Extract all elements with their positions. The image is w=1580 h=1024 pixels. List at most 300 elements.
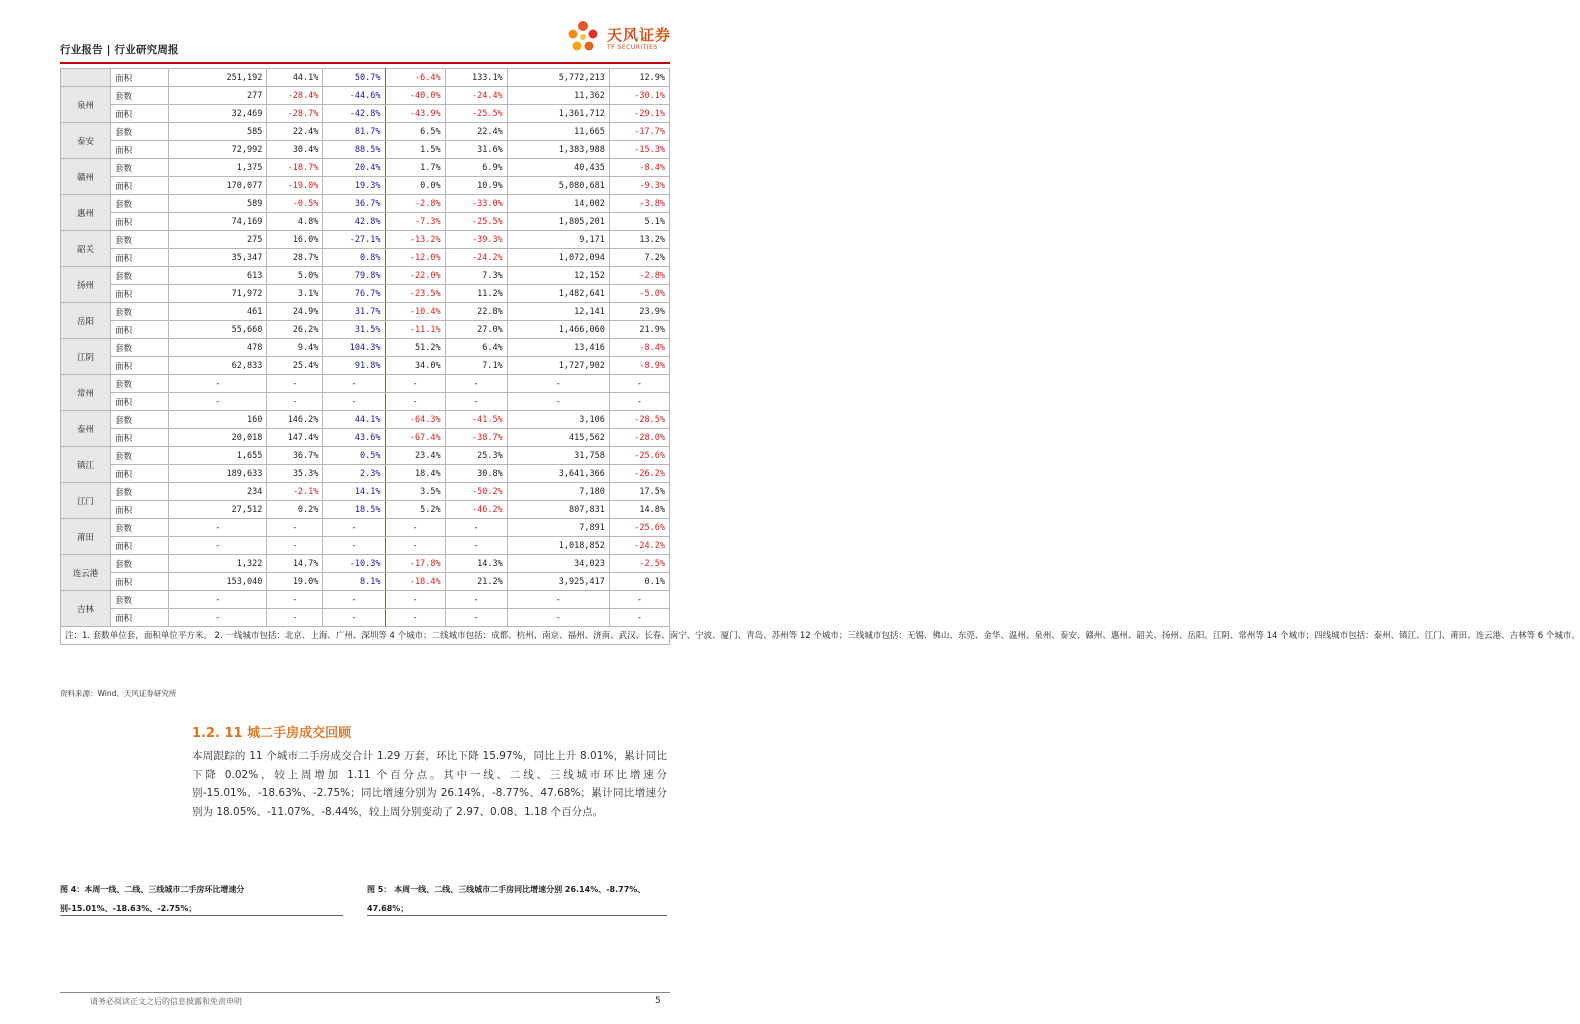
page-number: 5 xyxy=(655,996,661,1006)
logo-flower-icon xyxy=(565,18,601,58)
table-cell: -2.8% xyxy=(609,267,669,285)
table-cell: - xyxy=(323,591,385,609)
table-row xyxy=(61,177,670,195)
table-cell: - xyxy=(609,393,669,411)
metric-label: 面积 xyxy=(111,357,169,375)
table-cell: -0.5% xyxy=(267,195,323,213)
metric-label: 套数 xyxy=(111,303,169,321)
table-cell: 7.3% xyxy=(445,267,507,285)
table-cell: 31.5% xyxy=(323,321,385,339)
table-cell: - xyxy=(609,609,669,627)
table-cell: 1,018,852 xyxy=(507,537,609,555)
table-row xyxy=(61,267,670,285)
table-cell: 4.8% xyxy=(267,213,323,231)
table-cell: 79.8% xyxy=(323,267,385,285)
metric-label: 套数 xyxy=(111,123,169,141)
metric-label: 面积 xyxy=(111,609,169,627)
table-cell: 76.7% xyxy=(323,285,385,303)
table-cell: - xyxy=(169,393,267,411)
table-cell: 36.7% xyxy=(323,195,385,213)
table-row xyxy=(61,465,670,483)
table-cell: -24.2% xyxy=(445,249,507,267)
metric-label: 面积 xyxy=(111,393,169,411)
table-cell: 50.7% xyxy=(323,69,385,87)
table-cell: 0.5% xyxy=(323,447,385,465)
table-cell: 5.0% xyxy=(267,267,323,285)
table-cell: -25.6% xyxy=(609,519,669,537)
table-row xyxy=(61,285,670,303)
metric-label: 套数 xyxy=(111,231,169,249)
table-cell: 34,023 xyxy=(507,555,609,573)
table-cell: 6.5% xyxy=(385,123,445,141)
table-row xyxy=(61,87,670,105)
table-cell: 3,641,366 xyxy=(507,465,609,483)
table-cell: -39.3% xyxy=(445,231,507,249)
table-cell: -64.3% xyxy=(385,411,445,429)
table-cell: 0.1% xyxy=(609,573,669,591)
table-cell: 1.5% xyxy=(385,141,445,159)
table-cell: - xyxy=(445,591,507,609)
table-cell: 11,665 xyxy=(507,123,609,141)
table-cell: -29.1% xyxy=(609,105,669,123)
metric-label: 面积 xyxy=(111,321,169,339)
metric-label: 套数 xyxy=(111,195,169,213)
table-row xyxy=(61,195,670,213)
table-cell: 146.2% xyxy=(267,411,323,429)
table-row xyxy=(61,213,670,231)
table-row xyxy=(61,321,670,339)
brand-logo xyxy=(565,18,675,60)
table-cell: - xyxy=(445,375,507,393)
table-cell: 1,072,094 xyxy=(507,249,609,267)
metric-label: 面积 xyxy=(111,573,169,591)
table-cell: - xyxy=(445,537,507,555)
table-cell: 19.0% xyxy=(267,573,323,591)
city-transactions-table xyxy=(60,68,1580,645)
table-cell: -28.4% xyxy=(267,87,323,105)
table-cell: 153,040 xyxy=(169,573,267,591)
table-cell: -43.9% xyxy=(385,105,445,123)
table-cell: 1,482,641 xyxy=(507,285,609,303)
city-name: 扬州 xyxy=(61,267,111,303)
table-cell: 28.7% xyxy=(267,249,323,267)
metric-label: 套数 xyxy=(111,555,169,573)
table-cell: 16.0% xyxy=(267,231,323,249)
table-cell: 25.4% xyxy=(267,357,323,375)
metric-label: 套数 xyxy=(111,519,169,537)
table-cell: 807,831 xyxy=(507,501,609,519)
table-cell: - xyxy=(385,591,445,609)
metric-label: 面积 xyxy=(111,465,169,483)
table-cell: 6.9% xyxy=(445,159,507,177)
table-cell: 3,106 xyxy=(507,411,609,429)
table-cell: 7,891 xyxy=(507,519,609,537)
table-cell: 1,805,201 xyxy=(507,213,609,231)
table-cell: 32,469 xyxy=(169,105,267,123)
table-cell: 74,169 xyxy=(169,213,267,231)
table-cell: 62,833 xyxy=(169,357,267,375)
table-cell: - xyxy=(385,393,445,411)
table-cell: 170,077 xyxy=(169,177,267,195)
metric-label: 套数 xyxy=(111,159,169,177)
table-cell: 34.0% xyxy=(385,357,445,375)
table-row xyxy=(61,231,670,249)
table-cell: 104.3% xyxy=(323,339,385,357)
city-name: 莆田 xyxy=(61,519,111,555)
table-cell: -5.0% xyxy=(609,285,669,303)
table-cell: - xyxy=(507,393,609,411)
table-row xyxy=(61,249,670,267)
table-cell: 613 xyxy=(169,267,267,285)
table-cell: 31.6% xyxy=(445,141,507,159)
table-cell: -30.1% xyxy=(609,87,669,105)
metric-label: 套数 xyxy=(111,447,169,465)
metric-label: 面积 xyxy=(111,69,169,87)
table-cell: - xyxy=(507,375,609,393)
table-cell: 23.9% xyxy=(609,303,669,321)
table-cell: -24.4% xyxy=(445,87,507,105)
table-cell: 22.8% xyxy=(445,303,507,321)
table-cell: 0.0% xyxy=(385,177,445,195)
table-cell: -18.7% xyxy=(267,159,323,177)
table-cell: - xyxy=(267,393,323,411)
table-cell: 19.3% xyxy=(323,177,385,195)
table-row xyxy=(61,357,670,375)
table-cell: - xyxy=(609,375,669,393)
table-cell: 7.2% xyxy=(609,249,669,267)
header-title: 行业报告 | 行业研究周报 xyxy=(60,44,179,56)
table-cell: -25.6% xyxy=(609,447,669,465)
table-cell: 2.3% xyxy=(323,465,385,483)
table-cell: 21.9% xyxy=(609,321,669,339)
table-cell: - xyxy=(385,519,445,537)
table-cell: 36.7% xyxy=(267,447,323,465)
table-cell: -2.8% xyxy=(385,195,445,213)
metric-label: 面积 xyxy=(111,429,169,447)
table-cell: 40,435 xyxy=(507,159,609,177)
metric-label: 套数 xyxy=(111,591,169,609)
table-cell: 147.4% xyxy=(267,429,323,447)
table-cell: 133.1% xyxy=(445,69,507,87)
table-cell: 21.2% xyxy=(445,573,507,591)
metric-label: 面积 xyxy=(111,141,169,159)
table-cell: - xyxy=(323,609,385,627)
metric-label: 面积 xyxy=(111,501,169,519)
metric-label: 套数 xyxy=(111,267,169,285)
table-cell: -2.5% xyxy=(609,555,669,573)
city-name: 泰安 xyxy=(61,123,111,159)
city-name: 连云港 xyxy=(61,555,111,591)
table-cell: - xyxy=(169,375,267,393)
city-name: 镇江 xyxy=(61,447,111,483)
table-cell: 18.4% xyxy=(385,465,445,483)
table-cell: 415,562 xyxy=(507,429,609,447)
table-cell: -28.5% xyxy=(609,411,669,429)
table-cell: 478 xyxy=(169,339,267,357)
table-cell: 42.8% xyxy=(323,213,385,231)
table-cell: 31,758 xyxy=(507,447,609,465)
table-cell: 22.4% xyxy=(445,123,507,141)
table-cell: 13,416 xyxy=(507,339,609,357)
table-cell: -24.2% xyxy=(609,537,669,555)
city-name: 泰州 xyxy=(61,411,111,447)
table-cell: -17.8% xyxy=(385,555,445,573)
table-cell: 43.6% xyxy=(323,429,385,447)
table-cell: 12,141 xyxy=(507,303,609,321)
table-cell: - xyxy=(323,519,385,537)
city-name: 韶关 xyxy=(61,231,111,267)
table-cell: 160 xyxy=(169,411,267,429)
table-cell: - xyxy=(323,375,385,393)
table-cell: -33.0% xyxy=(445,195,507,213)
table-cell: - xyxy=(323,393,385,411)
city-name: 江门 xyxy=(61,483,111,519)
city-name: 泉州 xyxy=(61,87,111,123)
table-cell: 0.2% xyxy=(267,501,323,519)
table-row xyxy=(61,519,670,537)
footer-disclaimer: 请务必阅读正文之后的信息披露和免责申明 xyxy=(90,997,242,1006)
table-cell: 24.9% xyxy=(267,303,323,321)
table-cell: - xyxy=(507,591,609,609)
table-cell: 14,002 xyxy=(507,195,609,213)
table-cell: -67.4% xyxy=(385,429,445,447)
table-cell: 31.7% xyxy=(323,303,385,321)
table-cell: -26.2% xyxy=(609,465,669,483)
table-note-row xyxy=(61,627,670,645)
metric-label: 面积 xyxy=(111,105,169,123)
table-cell: 17.5% xyxy=(609,483,669,501)
table-row xyxy=(61,303,670,321)
table-cell: - xyxy=(267,591,323,609)
table-cell: 7.1% xyxy=(445,357,507,375)
table-cell: 275 xyxy=(169,231,267,249)
table-cell: 461 xyxy=(169,303,267,321)
table-cell: -27.1% xyxy=(323,231,385,249)
table-cell: -18.4% xyxy=(385,573,445,591)
metric-label: 套数 xyxy=(111,375,169,393)
footer-divider xyxy=(60,992,670,993)
table-row xyxy=(61,375,670,393)
city-name: 岳阳 xyxy=(61,303,111,339)
table-cell: 30.4% xyxy=(267,141,323,159)
table-footnote: 注：1. 套数单位套，面积单位平方米。 2. 一线城市包括：北京、上海、广州、深圳等 4 个城市；二线城市包括：成都、杭州、南京、福州、济南、武汉、长春、南宁、宁波、厦门、青岛、苏州等 12 个城市；三线城市包括：无锡、佛山、东莞、金华、温州、泉州、泰安、赣州、惠州、韶关、扬州、岳阳、江阴、常州等 14 个城市；四线城市包括：泰州、镇江、江门、莆田、连云港、吉林等 6 个城市。 xyxy=(61,627,670,645)
table-cell: 9,171 xyxy=(507,231,609,249)
table-cell: -11.1% xyxy=(385,321,445,339)
table-cell: 5,772,213 xyxy=(507,69,609,87)
table-cell: -8.4% xyxy=(609,159,669,177)
table-cell: -3.8% xyxy=(609,195,669,213)
city-name: 赣州 xyxy=(61,159,111,195)
table-cell: 14.1% xyxy=(323,483,385,501)
city-name: 吉林 xyxy=(61,591,111,627)
table-cell: 12,152 xyxy=(507,267,609,285)
table-cell: -38.7% xyxy=(445,429,507,447)
table-cell: - xyxy=(169,537,267,555)
metric-label: 面积 xyxy=(111,177,169,195)
table-cell: 23.4% xyxy=(385,447,445,465)
table-cell: -40.0% xyxy=(385,87,445,105)
table-cell: 14.3% xyxy=(445,555,507,573)
table-cell: - xyxy=(267,375,323,393)
table-cell: -19.0% xyxy=(267,177,323,195)
table-cell: 14.8% xyxy=(609,501,669,519)
table-cell: - xyxy=(267,519,323,537)
metric-label: 套数 xyxy=(111,87,169,105)
table-cell: 35.3% xyxy=(267,465,323,483)
table-cell: -25.5% xyxy=(445,105,507,123)
figure-4-divider xyxy=(60,915,343,916)
table-cell: -41.5% xyxy=(445,411,507,429)
table-cell: -2.1% xyxy=(267,483,323,501)
table-cell: - xyxy=(445,519,507,537)
table-cell: 44.1% xyxy=(323,411,385,429)
city-label-cell xyxy=(61,69,111,87)
table-row xyxy=(61,411,670,429)
table-cell: 27.0% xyxy=(445,321,507,339)
header-divider xyxy=(60,62,670,64)
table-cell: -9.3% xyxy=(609,177,669,195)
table-cell: 589 xyxy=(169,195,267,213)
table-cell: 7,180 xyxy=(507,483,609,501)
table-cell: 10.9% xyxy=(445,177,507,195)
table-cell: -12.0% xyxy=(385,249,445,267)
table-row xyxy=(61,105,670,123)
table-cell: -8.4% xyxy=(609,339,669,357)
table-cell: 3,925,417 xyxy=(507,573,609,591)
table-cell: 55,660 xyxy=(169,321,267,339)
table-cell: - xyxy=(609,591,669,609)
table-cell: -25.5% xyxy=(445,213,507,231)
metric-label: 套数 xyxy=(111,411,169,429)
table-row xyxy=(61,429,670,447)
figure-5-divider xyxy=(367,915,667,916)
table-row xyxy=(61,393,670,411)
table-row xyxy=(61,555,670,573)
table-cell: 1,383,988 xyxy=(507,141,609,159)
table-cell: -15.3% xyxy=(609,141,669,159)
table-cell: -13.2% xyxy=(385,231,445,249)
table-row xyxy=(61,69,670,87)
table-cell: 18.5% xyxy=(323,501,385,519)
table-cell: -28.0% xyxy=(609,429,669,447)
table-cell: -8.9% xyxy=(609,357,669,375)
metric-label: 面积 xyxy=(111,249,169,267)
table-cell: - xyxy=(267,609,323,627)
table-cell: - xyxy=(445,609,507,627)
metric-label: 套数 xyxy=(111,483,169,501)
table-cell: 51.2% xyxy=(385,339,445,357)
table-cell: -7.3% xyxy=(385,213,445,231)
table-cell: 14.7% xyxy=(267,555,323,573)
table-cell: 13.2% xyxy=(609,231,669,249)
table-cell: 234 xyxy=(169,483,267,501)
table-cell: 9.4% xyxy=(267,339,323,357)
metric-label: 面积 xyxy=(111,285,169,303)
section-paragraph: 本周跟踪的 11 个城市二手房成交合计 1.29 万套，环比下降 15.97%，同比上升 8.01%，累计同比下降 0.02%，较上周增加 1.11 个百分点。其中一线、二线、三线城市环比增速分别-15.01%、-18.63%、-2.75%；同比增速分别为 26.14%、-8.77%、47.68%；累计同比增速分别为 18.05%、-11.07%、-8.44%，较上周分别变动了 2.97、0.08、1.18 个百分点。 xyxy=(192,750,667,818)
table-cell: - xyxy=(323,537,385,555)
table-cell: -50.2% xyxy=(445,483,507,501)
logo-name-cn: 天风证券 xyxy=(607,26,672,44)
table-cell: 1,466,060 xyxy=(507,321,609,339)
table-cell: 72,992 xyxy=(169,141,267,159)
logo-name-en: TF SECURITIES xyxy=(607,44,658,51)
table-cell: 20,018 xyxy=(169,429,267,447)
table-row xyxy=(61,591,670,609)
table-cell: 1.7% xyxy=(385,159,445,177)
table-cell: 277 xyxy=(169,87,267,105)
table-cell: 91.8% xyxy=(323,357,385,375)
table-cell: 5.2% xyxy=(385,501,445,519)
table-cell: - xyxy=(385,375,445,393)
table-cell: -17.7% xyxy=(609,123,669,141)
table-cell: 81.7% xyxy=(323,123,385,141)
table-cell: -6.4% xyxy=(385,69,445,87)
table-cell: 0.8% xyxy=(323,249,385,267)
table-cell: 1,655 xyxy=(169,447,267,465)
table-cell: 26.2% xyxy=(267,321,323,339)
table-cell: - xyxy=(169,609,267,627)
table-cell: - xyxy=(385,609,445,627)
table-cell: 8.1% xyxy=(323,573,385,591)
table-cell: - xyxy=(169,591,267,609)
table-cell: 30.8% xyxy=(445,465,507,483)
table-cell: 35,347 xyxy=(169,249,267,267)
table-cell: - xyxy=(385,537,445,555)
metric-label: 面积 xyxy=(111,537,169,555)
table-row xyxy=(61,573,670,591)
table-cell: -42.8% xyxy=(323,105,385,123)
table-row xyxy=(61,447,670,465)
city-name: 常州 xyxy=(61,375,111,411)
figure-5-caption: 图 5： 本周一线、二线、三线城市二手房同比增速分别 26.14%、-8.77%、47.68%； xyxy=(367,885,646,913)
table-row xyxy=(61,141,670,159)
table-cell: -10.3% xyxy=(323,555,385,573)
table-row xyxy=(61,537,670,555)
table-cell: 88.5% xyxy=(323,141,385,159)
table-cell: 251,192 xyxy=(169,69,267,87)
table-cell: - xyxy=(507,609,609,627)
table-cell: 25.3% xyxy=(445,447,507,465)
table-cell: -28.7% xyxy=(267,105,323,123)
table-cell: 3.5% xyxy=(385,483,445,501)
table-cell: 27,512 xyxy=(169,501,267,519)
table-cell: -23.5% xyxy=(385,285,445,303)
table-cell: 22.4% xyxy=(267,123,323,141)
section-title: 1.2. 11 城二手房成交回顾 xyxy=(192,726,352,741)
table-cell: 11,362 xyxy=(507,87,609,105)
table-cell: 20.4% xyxy=(323,159,385,177)
table-row xyxy=(61,159,670,177)
table-cell: - xyxy=(267,537,323,555)
table-cell: -46.2% xyxy=(445,501,507,519)
table-cell: 6.4% xyxy=(445,339,507,357)
city-name: 惠州 xyxy=(61,195,111,231)
table-cell: 585 xyxy=(169,123,267,141)
table-row xyxy=(61,483,670,501)
table-cell: 5.1% xyxy=(609,213,669,231)
table-cell: 11.2% xyxy=(445,285,507,303)
table-cell: 1,322 xyxy=(169,555,267,573)
table-cell: 189,633 xyxy=(169,465,267,483)
table-cell: 1,727,902 xyxy=(507,357,609,375)
table-row xyxy=(61,339,670,357)
table-cell: 5,080,681 xyxy=(507,177,609,195)
metric-label: 面积 xyxy=(111,213,169,231)
metric-label: 套数 xyxy=(111,339,169,357)
table-cell: 1,375 xyxy=(169,159,267,177)
table-cell: -10.4% xyxy=(385,303,445,321)
table-row xyxy=(61,609,670,627)
